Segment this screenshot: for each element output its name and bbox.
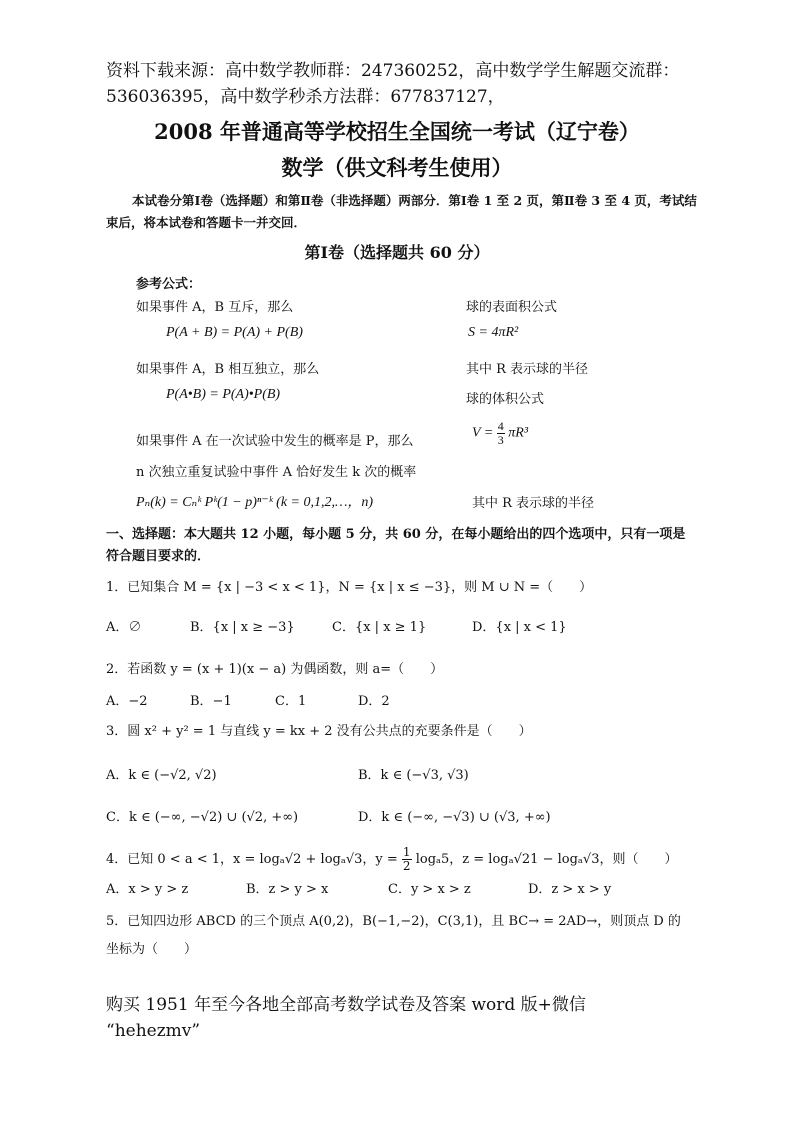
question-3-option-b: B．k ∈ (−√3, √3)	[358, 768, 469, 783]
volume-rhs: πR³	[508, 425, 529, 441]
radius-note-2: 其中 R 表示球的半径	[472, 496, 595, 511]
formula-repeat-text: n 次独立重复试验中事件 A 恰好发生 k 次的概率	[136, 465, 417, 480]
question-3-option-c: C．k ∈ (−∞, −√2) ∪ (√2, +∞)	[106, 810, 299, 825]
question-4-option-b: B．z > y > x	[246, 882, 329, 897]
question-2-option-a: A．−2	[106, 694, 148, 709]
question-4-stem	[106, 846, 677, 873]
question-1-option-c: C．{x | x ≥ 1}	[332, 620, 427, 635]
sphere-area-label: 球的表面积公式	[466, 300, 558, 315]
question-2-option-b: B．−1	[190, 694, 232, 709]
question-2-option-d: D．2	[358, 694, 390, 709]
volume-fraction-denominator: 3	[497, 433, 504, 447]
question-4-option-a: A．x > y > z	[106, 882, 189, 897]
sphere-volume-label: 球的体积公式	[466, 392, 545, 407]
section-one-heading: 一、选择题：本大题共 12 小题，每小题 5 分，共 60 分，在每小题给出的四个选项中，只有一项是符合题目要求的．	[106, 527, 686, 564]
formula-mutual-exclusive-text: 如果事件 A，B 互斥，那么	[136, 300, 294, 315]
question-1-stem: 1．已知集合 M = {x | −3 < x < 1}，N = {x | x ≤ −3}，则 M ∪ N =（ ）	[106, 580, 593, 595]
question-4-stem-part-a: 4．已知 0 < a < 1，x = logₐ√2 + logₐ√3，y =	[106, 852, 398, 867]
question-2-stem: 2．若函数 y = (x + 1)(x − a) 为偶函数，则 a=（ ）	[106, 662, 444, 677]
volume-fraction-numerator: 4	[497, 419, 504, 433]
exam-instructions: 本试卷分第Ⅰ卷（选择题）和第Ⅱ卷（非选择题）两部分．第Ⅰ卷 1 至 2 页，第Ⅱ卷 3 至 4 页，考试结束后，将本试卷和答题卡一并交回．	[106, 193, 697, 230]
question-3-option-a: A．k ∈ (−√2, √2)	[106, 768, 217, 783]
question-3-option-d: D．k ∈ (−∞, −√3) ∪ (√3, +∞)	[358, 810, 551, 825]
formula-addition: P(A + B) = P(A) + P(B)	[166, 325, 303, 340]
question-4-option-c: C．y > x > z	[388, 882, 471, 897]
radius-note-1: 其中 R 表示球的半径	[466, 362, 589, 377]
question-4-stem-part-b: logₐ5，z = logₐ√21 − logₐ√3，则（ ）	[415, 852, 678, 867]
question-4-option-d: D．z > x > y	[528, 882, 612, 897]
question-4-fraction-numerator: 1	[402, 845, 411, 859]
formula-sphere-area: S = 4πR²	[468, 325, 519, 340]
question-2-option-c: C．1	[275, 694, 307, 709]
source-note-line-1: 资料下载来源：高中数学教师群：247360252，高中数学学生解题交流群：	[106, 61, 680, 81]
question-5-stem: 5．已知四边形 ABCD 的三个顶点 A(0,2)，B(−1,−2)，C(3,1)，且 BC→ = 2AD→，则顶点 D 的	[106, 914, 681, 929]
formula-sphere-volume	[472, 420, 528, 447]
source-note-line-2: 536036395，高中数学秒杀方法群：677837127，	[106, 87, 505, 107]
formula-heading: 参考公式：	[136, 277, 202, 292]
question-1-option-b: B．{x | x ≥ −3}	[190, 620, 295, 635]
purchase-note-line-1: 购买 1951 年至今各地全部高考数学试卷及答案 word 版+微信	[106, 995, 586, 1015]
volume-fraction	[497, 420, 505, 447]
purchase-note-line-2: “hehezmv”	[106, 1021, 201, 1041]
question-4-fraction	[402, 846, 412, 873]
question-1-option-d: D．{x | x < 1}	[472, 620, 567, 635]
formula-binomial: Pₙ(k) = Cₙᵏ Pᵏ(1 − p)ⁿ⁻ᵏ (k = 0,1,2,…，n)	[136, 495, 374, 510]
formula-multiplication: P(A•B) = P(A)•P(B)	[166, 387, 281, 402]
purchase-note	[106, 992, 706, 1044]
question-5-stem-continued: 坐标为（ ）	[106, 942, 198, 957]
exam-title: 2008 年普通高等学校招生全国统一考试（辽宁卷）	[154, 119, 640, 144]
formula-independent-text: 如果事件 A，B 相互独立，那么	[136, 362, 320, 377]
question-4-fraction-denominator: 2	[402, 859, 411, 873]
formula-trial-text: 如果事件 A 在一次试验中发生的概率是 P，那么	[136, 434, 414, 449]
part-one-title: 第Ⅰ卷（选择题共 60 分）	[304, 243, 490, 262]
question-3-stem: 3．圆 x² + y² = 1 与直线 y = kx + 2 没有公共点的充要条件是（ ）	[106, 724, 532, 739]
exam-subtitle: 数学（供文科考生使用）	[281, 155, 513, 180]
question-1-option-a: A．∅	[106, 620, 142, 635]
volume-lhs: V =	[472, 425, 494, 441]
